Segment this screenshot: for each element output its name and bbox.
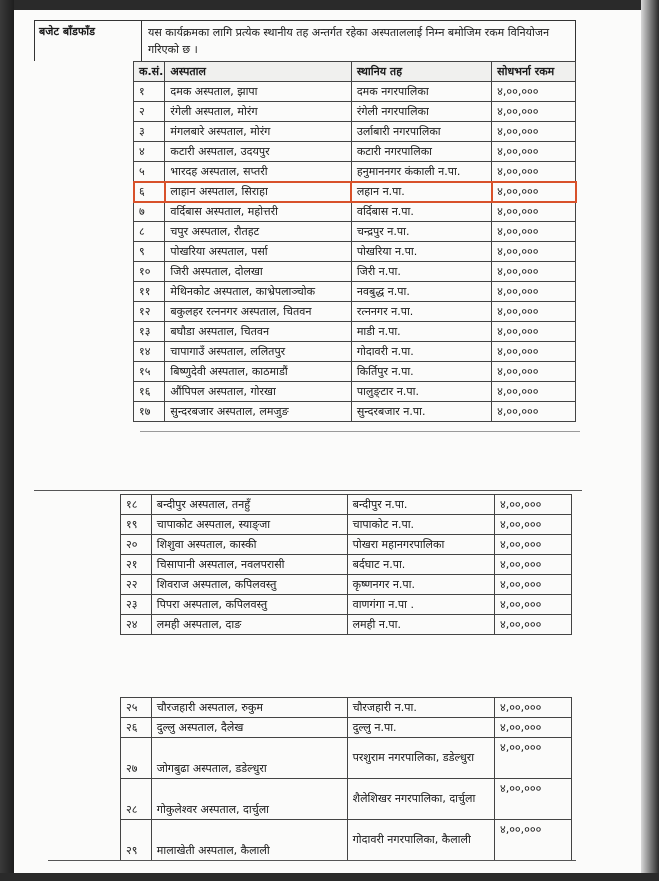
col-header-amount: सोधभर्ना रकम	[492, 62, 576, 82]
cell-local-level: परशुराम नगरपालिका, डडेल्धुरा	[347, 738, 494, 779]
table-row	[134, 362, 576, 382]
cell-amount: ४,००,०००	[494, 615, 571, 635]
cell-sn: २७	[121, 738, 152, 779]
cell-hospital: शिशुवा अस्पताल, कास्की	[151, 535, 347, 555]
cell-local-level: रत्ननगर न.पा.	[351, 302, 491, 322]
allocation-table-part2-wrap	[120, 494, 572, 635]
table-header-row	[134, 62, 576, 82]
cell-sn: १०	[134, 262, 165, 282]
table-body-part1	[134, 82, 576, 422]
cell-sn: १३	[134, 322, 165, 342]
cell-hospital: मंगलबारे अस्पताल, मोरंग	[165, 122, 351, 142]
cell-local-level: पोखरिया न.पा.	[351, 242, 491, 262]
table-row	[121, 555, 572, 575]
table-row	[121, 515, 572, 535]
table-row	[121, 495, 572, 515]
cell-sn: १२	[134, 302, 165, 322]
cell-amount: ४,००,०००	[492, 122, 576, 142]
section-header-row	[34, 20, 576, 61]
col-header-sn: क.सं.	[134, 62, 165, 82]
section-divider-bottom	[48, 860, 576, 861]
cell-local-level: दुल्लु न.पा.	[347, 718, 494, 738]
cell-local-level: कृष्णनगर न.पा.	[347, 575, 494, 595]
table-row	[134, 102, 576, 122]
cell-amount: ४,००,०००	[494, 718, 571, 738]
table-row	[121, 820, 572, 861]
cell-local-level: बन्दीपुर न.पा.	[347, 495, 494, 515]
cell-hospital: शिवराज अस्पताल, कपिलवस्तु	[151, 575, 347, 595]
intro-text: यस कार्यक्रमका लागि प्रत्येक स्थानीय तह अन्तर्गत रहेका अस्पताललाई निम्न बमोजिम रकम विनियोजन गरिएको छ ।	[148, 26, 550, 56]
section-label: बजेट बाँडफाँड	[35, 21, 142, 61]
cell-local-level: चन्द्रपुर न.पा.	[351, 222, 491, 242]
cell-local-level: लमही न.पा.	[347, 615, 494, 635]
photo-frame-right	[641, 0, 659, 881]
table-row	[121, 698, 572, 718]
cell-hospital: सुन्दरबजार अस्पताल, लमजुङ	[165, 402, 351, 422]
cell-sn: २८	[121, 779, 152, 820]
cell-sn: २१	[121, 555, 152, 575]
cell-sn: १८	[121, 495, 152, 515]
allocation-table-part2	[120, 494, 572, 635]
table-row	[134, 162, 576, 182]
page-break-line	[140, 431, 580, 432]
cell-sn: २५	[121, 698, 152, 718]
table-row	[121, 595, 572, 615]
cell-local-level: दमक नगरपालिका	[351, 82, 491, 102]
cell-amount: ४,००,०००	[492, 302, 576, 322]
cell-amount: ४,००,०००	[492, 162, 576, 182]
cell-amount: ४,००,०००	[492, 322, 576, 342]
cell-sn: ८	[134, 222, 165, 242]
cell-local-level: सुन्दरबजार न.पा.	[351, 402, 491, 422]
cell-hospital: जोगबुढा अस्पताल, डडेल्धुरा	[151, 738, 347, 779]
cell-sn: १४	[134, 342, 165, 362]
table-row	[134, 122, 576, 142]
cell-amount: ४,००,०००	[492, 222, 576, 242]
allocation-table-part3-wrap	[120, 697, 572, 861]
cell-local-level: किर्तिपुर न.पा.	[351, 362, 491, 382]
cell-amount: ४,००,०००	[494, 738, 571, 779]
cell-amount: ४,००,०००	[492, 182, 576, 202]
cell-hospital: गोकुलेश्वर अस्पताल, दार्चुला	[151, 779, 347, 820]
cell-hospital: दमक अस्पताल, झापा	[165, 82, 351, 102]
cell-sn: २६	[121, 718, 152, 738]
cell-local-level: पोखरा महानगरपालिका	[347, 535, 494, 555]
cell-amount: ४,००,०००	[492, 262, 576, 282]
table-row	[134, 302, 576, 322]
cell-local-level: शैलेशिखर नगरपालिका, दार्चुला	[347, 779, 494, 820]
cell-hospital: चिसापानी अस्पताल, नवलपरासी	[151, 555, 347, 575]
cell-amount: ४,००,०००	[492, 402, 576, 422]
cell-sn: २२	[121, 575, 152, 595]
photo-frame-top	[0, 0, 659, 10]
table-row	[134, 262, 576, 282]
table-row	[121, 575, 572, 595]
cell-hospital: मेथिनकोट अस्पताल, काभ्रेपलाञ्चोक	[165, 282, 351, 302]
cell-amount: ४,००,०००	[492, 202, 576, 222]
cell-hospital: रंगेली अस्पताल, मोरंग	[165, 102, 351, 122]
cell-sn: २९	[121, 820, 152, 861]
table-row	[121, 615, 572, 635]
photo-frame-bottom	[0, 873, 659, 881]
section-divider-top	[34, 490, 582, 491]
table-row	[134, 242, 576, 262]
cell-sn: ४	[134, 142, 165, 162]
col-header-hospital: अस्पताल	[165, 62, 351, 82]
cell-local-level: पालुङ्टार न.पा.	[351, 382, 491, 402]
table-row	[121, 779, 572, 820]
table-row	[134, 202, 576, 222]
table-row	[134, 402, 576, 422]
cell-hospital: मालाखेती अस्पताल, कैलाली	[151, 820, 347, 861]
cell-sn: ३	[134, 122, 165, 142]
allocation-table-part3	[120, 697, 572, 861]
cell-hospital: चपुर अस्पताल, रौतहट	[165, 222, 351, 242]
cell-local-level: माडी न.पा.	[351, 322, 491, 342]
cell-local-level: उर्लाबारी नगरपालिका	[351, 122, 491, 142]
cell-amount: ४,००,०००	[494, 820, 571, 861]
cell-hospital: जिरी अस्पताल, दोलखा	[165, 262, 351, 282]
cell-amount: ४,००,०००	[494, 495, 571, 515]
cell-local-level: हनुमाननगर कंकाली न.पा.	[351, 162, 491, 182]
table-row	[134, 342, 576, 362]
cell-sn: ११	[134, 282, 165, 302]
cell-sn: ९	[134, 242, 165, 262]
cell-hospital: पोखरिया अस्पताल, पर्सा	[165, 242, 351, 262]
cell-amount: ४,००,०००	[492, 342, 576, 362]
cell-local-level: वाणगंगा न.पा .	[347, 595, 494, 615]
cell-local-level: गोदावरी नगरपालिका, कैलाली	[347, 820, 494, 861]
cell-local-level: रंगेली नगरपालिका	[351, 102, 491, 122]
table-row	[134, 382, 576, 402]
cell-amount: ४,००,०००	[492, 102, 576, 122]
cell-local-level: जिरी न.पा.	[351, 262, 491, 282]
cell-hospital: बघौडा अस्पताल, चितवन	[165, 322, 351, 342]
cell-hospital: भारदह अस्पताल, सप्तरी	[165, 162, 351, 182]
table-row	[134, 142, 576, 162]
cell-sn: २३	[121, 595, 152, 615]
cell-sn: १५	[134, 362, 165, 382]
cell-local-level: चौरजहारी न.पा.	[347, 698, 494, 718]
cell-hospital: लमही अस्पताल, दाङ	[151, 615, 347, 635]
cell-amount: ४,००,०००	[494, 575, 571, 595]
cell-amount: ४,००,०००	[494, 555, 571, 575]
cell-amount: ४,००,०००	[494, 535, 571, 555]
cell-amount: ४,००,०००	[494, 595, 571, 615]
cell-amount: ४,००,०००	[494, 779, 571, 820]
cell-hospital: लाहान अस्पताल, सिराहा	[165, 182, 351, 202]
table-row	[121, 535, 572, 555]
allocation-table-part1	[133, 61, 576, 422]
cell-local-level: लहान न.पा.	[351, 182, 491, 202]
cell-local-level: नवबुद्ध न.पा.	[351, 282, 491, 302]
table-row	[121, 718, 572, 738]
cell-hospital: बन्दीपुर अस्पताल, तनहुँ	[151, 495, 347, 515]
cell-local-level: चापाकोट न.पा.	[347, 515, 494, 535]
table-row	[134, 222, 576, 242]
table-row	[134, 82, 576, 102]
cell-sn: १६	[134, 382, 165, 402]
table-body-part3	[121, 698, 572, 861]
cell-amount: ४,००,०००	[492, 142, 576, 162]
budget-allocation-section	[34, 20, 576, 422]
cell-sn: २४	[121, 615, 152, 635]
cell-amount: ४,००,०००	[494, 698, 571, 718]
cell-sn: १९	[121, 515, 152, 535]
cell-sn: २	[134, 102, 165, 122]
cell-sn: ५	[134, 162, 165, 182]
table-row	[121, 738, 572, 779]
cell-local-level: कटारी नगरपालिका	[351, 142, 491, 162]
cell-hospital: चापागाउँ अस्पताल, ललितपुर	[165, 342, 351, 362]
cell-hospital: औंपिपल अस्पताल, गोरखा	[165, 382, 351, 402]
cell-local-level: बर्दघाट न.पा.	[347, 555, 494, 575]
cell-sn: ७	[134, 202, 165, 222]
cell-hospital: बकुलहर रत्ननगर अस्पताल, चितवन	[165, 302, 351, 322]
cell-sn: १	[134, 82, 165, 102]
table-row	[134, 322, 576, 342]
table-body-part2	[121, 495, 572, 635]
allocation-table-part1-wrap	[133, 61, 576, 422]
cell-hospital: बिष्णुदेवी अस्पताल, काठमाडौं	[165, 362, 351, 382]
cell-sn: ६	[134, 182, 165, 202]
table-row	[134, 182, 576, 202]
cell-hospital: पिपरा अस्पताल, कपिलवस्तु	[151, 595, 347, 615]
cell-amount: ४,००,०००	[492, 382, 576, 402]
photo-frame-left	[0, 0, 14, 881]
cell-sn: २०	[121, 535, 152, 555]
cell-amount: ४,००,०००	[492, 362, 576, 382]
cell-hospital: वर्दिबास अस्पताल, महोत्तरी	[165, 202, 351, 222]
cell-sn: १७	[134, 402, 165, 422]
col-header-local-level: स्थानिय तह	[351, 62, 491, 82]
cell-hospital: कटारी अस्पताल, उदयपुर	[165, 142, 351, 162]
table-row	[134, 282, 576, 302]
cell-amount: ४,००,०००	[492, 282, 576, 302]
cell-amount: ४,००,०००	[494, 515, 571, 535]
cell-amount: ४,००,०००	[492, 82, 576, 102]
cell-local-level: वर्दिबास न.पा.	[351, 202, 491, 222]
cell-amount: ४,००,०००	[492, 242, 576, 262]
cell-local-level: गोदावरी न.पा.	[351, 342, 491, 362]
cell-hospital: चापाकोट अस्पताल, स्याङ्जा	[151, 515, 347, 535]
cell-hospital: दुल्लु अस्पताल, दैलेख	[151, 718, 347, 738]
cell-hospital: चौरजहारी अस्पताल, रुकुम	[151, 698, 347, 718]
